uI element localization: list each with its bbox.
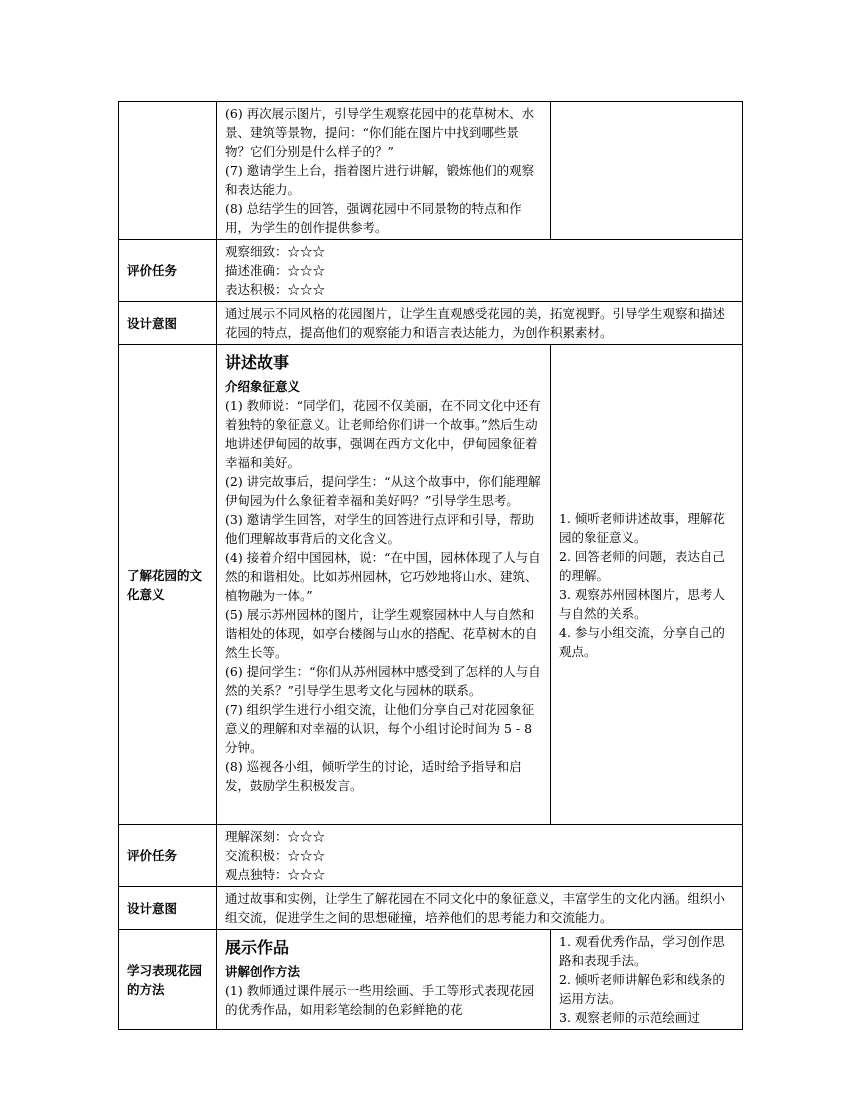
step-text: (1) 教师通过课件展示一些用绘画、手工等形式表现花园的优秀作品，如用彩笔绘制的色彩鲜艳的花 [225, 983, 535, 1017]
eval-label: 评价任务 [119, 825, 217, 887]
step-text: (8) 总结学生的回答，强调花园中不同景物的特点和作用，为学生的创作提供参考。 [225, 201, 522, 235]
step-text: (5) 展示苏州园林的图片，让学生观察园林中人与自然和谐相处的体现，如亭台楼阁与山水的搭配、花草树木的自然生长等。 [225, 607, 538, 660]
observe-label-cell [119, 102, 217, 240]
step-text: (6) 提问学生：“你们从苏州园林中感受到了怎样的人与自然的关系？”引导学生思考文化与园林的联系。 [225, 664, 541, 698]
lesson-plan-table [118, 101, 743, 1030]
step-text: (7) 邀请学生上台，指着图片进行讲解，锻炼他们的观察和表达能力。 [225, 163, 535, 197]
step-text: (4) 接着介绍中国园林，说：“在中国，园林体现了人与自然的和谐相处。比如苏州园林，它巧妙地将山水、建筑、植物融为一体。” [225, 550, 541, 603]
section-heading: 展示作品 [225, 938, 290, 957]
observe-student-cell [551, 102, 743, 240]
method-steps-cell [217, 930, 551, 1030]
eval-item: 理解深刻：☆☆☆ [225, 829, 326, 844]
row-eval-1 [119, 240, 743, 302]
student-activity: 3. 观察苏州园林图片，思考人与自然的关系。 [559, 586, 725, 621]
row-eval-2 [119, 825, 743, 887]
section-subheading: 介绍象征意义 [225, 379, 301, 394]
row-method [119, 930, 743, 1030]
eval-items-cell [217, 240, 743, 302]
intent-label: 设计意图 [119, 302, 217, 345]
eval-item: 交流积极：☆☆☆ [225, 848, 326, 863]
method-label: 学习表现花园的方法 [119, 930, 217, 1030]
step-text: (3) 邀请学生回答，对学生的回答进行点评和引导，帮助他们理解故事背后的文化含义。 [225, 512, 535, 546]
intent-text: 通过故事和实例，让学生了解花园在不同文化中的象征意义，丰富学生的文化内涵。组织小组交流，促进学生之间的思想碰撞，培养他们的思考能力和交流能力。 [217, 887, 743, 930]
culture-label: 了解花园的文化意义 [119, 345, 217, 825]
eval-item: 表达积极：☆☆☆ [225, 282, 326, 297]
student-activity: 1. 倾听老师讲述故事，理解花园的象征意义。 [559, 510, 725, 545]
row-observe-steps [119, 102, 743, 240]
lesson-plan-page [118, 101, 742, 1030]
eval-item: 观察细致：☆☆☆ [225, 244, 326, 259]
eval-item: 观点独特：☆☆☆ [225, 867, 326, 882]
eval-item: 描述准确：☆☆☆ [225, 263, 326, 278]
student-activity: 2. 倾听老师讲解色彩和线条的运用方法。 [559, 972, 725, 1006]
student-activity: 1. 观看优秀作品，学习创作思路和表现手法。 [559, 934, 725, 968]
step-text: (2) 讲完故事后，提问学生：“从这个故事中，你们能理解伊甸园为什么象征着幸福和美好吗？”引导学生思考。 [225, 474, 541, 508]
observe-steps-cell [217, 102, 551, 240]
step-text: (8) 巡视各小组，倾听学生的讨论，适时给予指导和启发，鼓励学生积极发言。 [225, 759, 522, 793]
row-intent-1 [119, 302, 743, 345]
eval-items-cell [217, 825, 743, 887]
student-activity: 4. 参与小组交流，分享自己的观点。 [559, 624, 725, 659]
culture-student-cell [551, 345, 743, 825]
row-culture [119, 345, 743, 825]
step-text: (6) 再次展示图片，引导学生观察花园中的花草树木、水景、建筑等景物，提问：“你们能在图片中找到哪些景物？它们分别是什么样子的？” [225, 106, 535, 159]
student-activity: 3. 观察老师的示范绘画过 [559, 1010, 700, 1025]
intent-label: 设计意图 [119, 887, 217, 930]
row-intent-2 [119, 887, 743, 930]
eval-label: 评价任务 [119, 240, 217, 302]
method-student-cell [551, 930, 743, 1030]
step-text: (1) 教师说：“同学们，花园不仅美丽，在不同文化中还有着独特的象征意义。让老师给你们讲一个故事。”然后生动地讲述伊甸园的故事，强调在西方文化中，伊甸园象征着幸福和美好。 [225, 398, 541, 470]
culture-steps-cell [217, 345, 551, 825]
section-subheading: 讲解创作方法 [225, 964, 301, 979]
step-text: (7) 组织学生进行小组交流，让他们分享自己对花园象征意义的理解和对幸福的认识，每个小组讨论时间为 5 - 8 分钟。 [225, 702, 535, 755]
student-activity: 2. 回答老师的问题，表达自己的理解。 [559, 548, 725, 583]
section-heading: 讲述故事 [225, 353, 290, 372]
intent-text: 通过展示不同风格的花园图片，让学生直观感受花园的美，拓宽视野。引导学生观察和描述花园的特点，提高他们的观察能力和语言表达能力，为创作积累素材。 [217, 302, 743, 345]
